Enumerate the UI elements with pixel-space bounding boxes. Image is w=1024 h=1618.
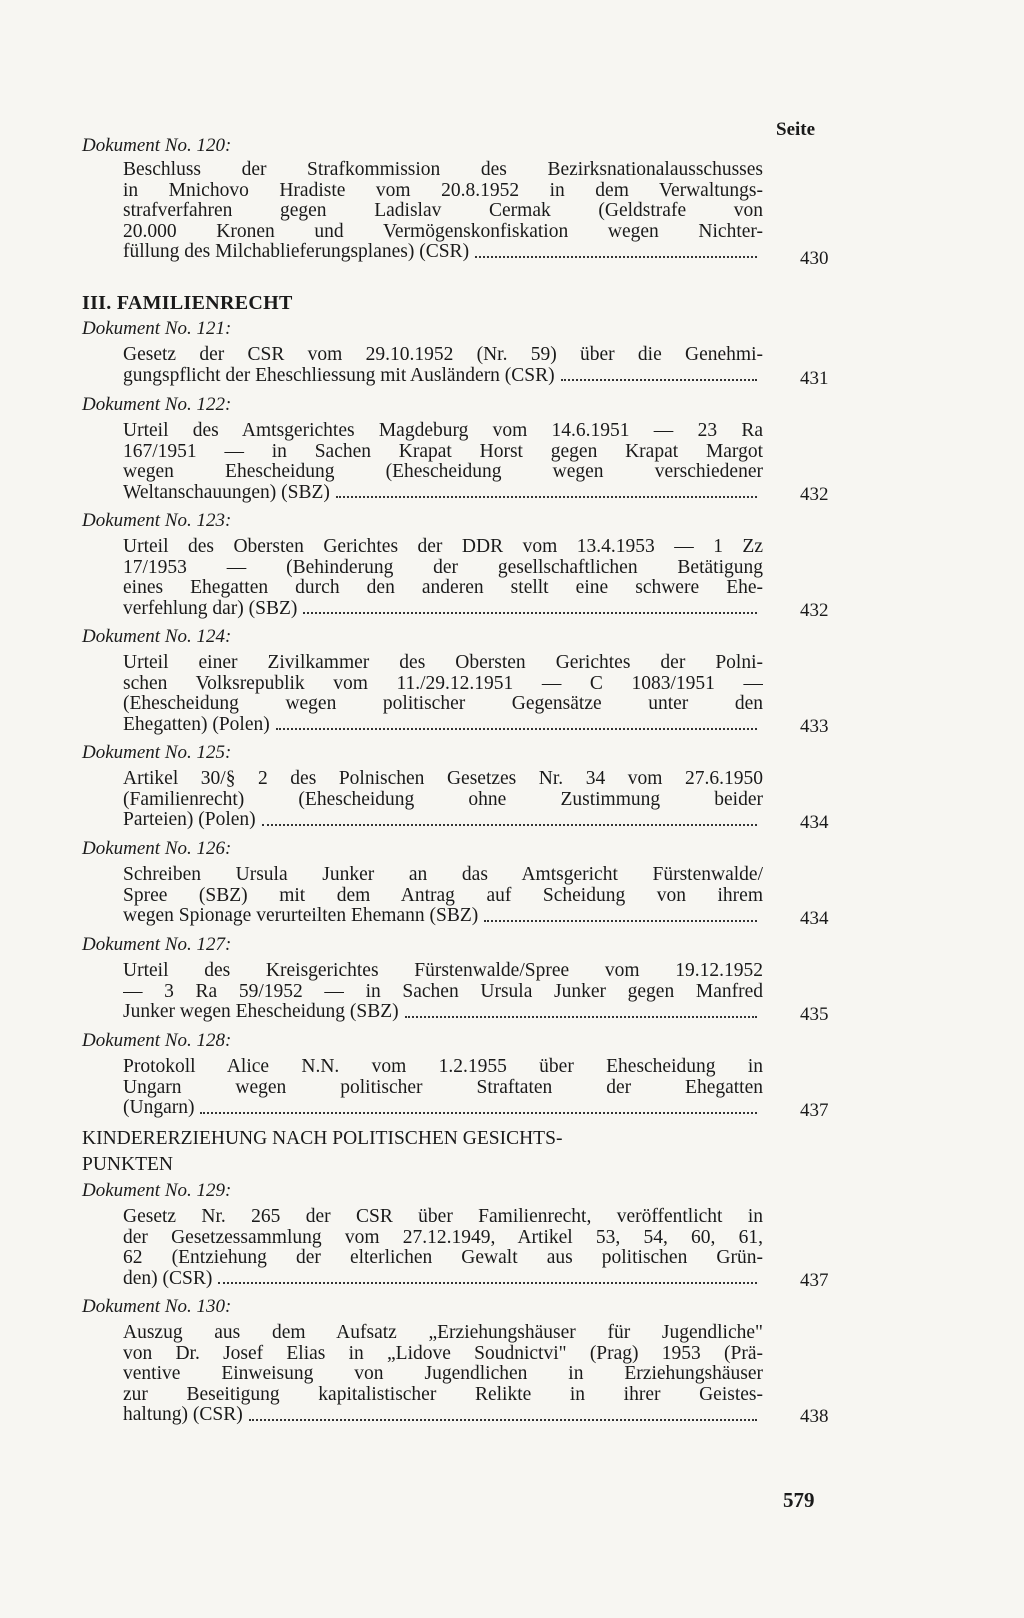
entry-line: Weltanschauungen) (SBZ) — [123, 482, 330, 503]
page-number: 579 — [783, 1488, 815, 1512]
entry-124 — [123, 653, 763, 735]
entry-130 — [123, 1323, 763, 1426]
document-label-127: Dokument No. 127: — [82, 934, 232, 955]
section-title-familienrecht: III. FAMILIENRECHT — [82, 292, 293, 314]
entry-line: Protokoll Alice N.N. vom 1.2.1955 über Ehescheidung in — [123, 1057, 763, 1077]
entry-line: Urteil des Kreisgerichtes Fürstenwalde/Spree vom 19.12.1952 — [123, 961, 763, 981]
leader-dots — [200, 1098, 757, 1114]
leader-dots — [336, 483, 757, 499]
document-label-125: Dokument No. 125: — [82, 742, 232, 763]
leader-dots — [218, 1269, 757, 1285]
entry-line-last — [123, 810, 763, 831]
document-label-129: Dokument No. 129: — [82, 1180, 232, 1201]
entry-line: der Gesetzessammlung vom 27.12.1949, Artikel 53, 54, 60, 61, — [123, 1227, 763, 1248]
leader-dots — [484, 906, 757, 922]
entry-line: schen Volksrepublik vom 11./29.12.1951 — C 1083/1951 — — [123, 673, 763, 694]
page-ref-127: 435 — [800, 1004, 829, 1025]
entry-line: gungspflicht der Eheschliessung mit Ausländern (CSR) — [123, 365, 555, 386]
entry-line: (Familienrecht) (Ehescheidung ohne Zustimmung beider — [123, 789, 763, 810]
entry-line: wegen Spionage verurteilten Ehemann (SBZ) — [123, 906, 479, 926]
entry-line: Ehegatten) (Polen) — [123, 714, 270, 735]
document-label-130: Dokument No. 130: — [82, 1296, 232, 1317]
entry-line: Beschluss der Strafkommission des Bezirksnationalausschusses — [123, 160, 763, 180]
entry-line: Artikel 30/§ 2 des Polnischen Gesetzes Nr. 34 vom 27.6.1950 — [123, 769, 763, 789]
entry-line: haltung) (CSR) — [123, 1405, 243, 1425]
page-ref-123: 432 — [800, 600, 829, 621]
seite-column-header: Seite — [776, 119, 816, 140]
entry-line-last — [123, 1269, 763, 1290]
entry-line: Junker wegen Ehescheidung (SBZ) — [123, 1002, 399, 1022]
entry-line-last — [123, 242, 763, 263]
entry-line-last — [123, 599, 763, 620]
entry-127 — [123, 961, 763, 1023]
entry-line: 17/1953 — (Behinderung der gesellschaftlichen Betätigung — [123, 557, 763, 578]
entry-line-last — [123, 366, 763, 387]
entry-line: in Mnichovo Hradiste vom 20.8.1952 in dem Verwaltungs- — [123, 180, 763, 201]
entry-line-last — [123, 906, 763, 927]
entry-line-last — [123, 1098, 763, 1119]
entry-line: Parteien) (Polen) — [123, 810, 256, 830]
entry-line-last — [123, 1405, 763, 1426]
entry-line: füllung des Milchablieferungsplanes) (CSR) — [123, 242, 470, 262]
entry-line: Urteil einer Zivilkammer des Obersten Gerichtes der Polni- — [123, 653, 763, 673]
entry-line: Spree (SBZ) mit dem Antrag auf Scheidung von ihrem — [123, 885, 763, 906]
entry-line: Urteil des Amtsgerichtes Magdeburg vom 14.6.1951 — 23 Ra — [123, 421, 763, 441]
entry-126 — [123, 865, 763, 927]
entry-120 — [123, 160, 763, 263]
entry-line: von Dr. Josef Elias in „Lidove Soudnictvi" (Prag) 1953 (Prä- — [123, 1343, 763, 1364]
page-ref-125: 434 — [800, 812, 829, 833]
entry-line-last — [123, 715, 763, 736]
leader-dots — [405, 1002, 757, 1018]
entry-line: (Ungarn) — [123, 1098, 195, 1118]
page-ref-124: 433 — [800, 716, 829, 737]
entry-line: Gesetz der CSR vom 29.10.1952 (Nr. 59) über die Genehmi- — [123, 345, 763, 365]
entry-line: Schreiben Ursula Junker an das Amtsgericht Fürstenwalde/ — [123, 865, 763, 885]
entry-line: ventive Einweisung von Jugendlichen in Erziehungshäuser — [123, 1364, 763, 1384]
entry-line-last — [123, 483, 763, 504]
subheading-line: KINDERERZIEHUNG NACH POLITISCHEN GESICHTS- — [82, 1128, 563, 1149]
entry-121 — [123, 345, 763, 386]
entry-line: eines Ehegatten durch den anderen stellt eine schwere Ehe- — [123, 578, 763, 598]
page-ref-120: 430 — [800, 248, 829, 269]
entry-129 — [123, 1207, 763, 1289]
entry-line-last — [123, 1002, 763, 1023]
entry-122 — [123, 421, 763, 503]
leader-dots — [561, 366, 757, 382]
page-ref-122: 432 — [800, 484, 829, 505]
entry-line: Gesetz Nr. 265 der CSR über Familienrecht, veröffentlicht in — [123, 1207, 763, 1227]
document-label-122: Dokument No. 122: — [82, 394, 232, 415]
leader-dots — [303, 599, 757, 615]
subheading-kindererziehung — [82, 1126, 702, 1178]
page-ref-130: 438 — [800, 1406, 829, 1427]
entry-line: verfehlung dar) (SBZ) — [123, 598, 298, 619]
leader-dots — [262, 810, 757, 826]
document-label-121: Dokument No. 121: — [82, 318, 232, 339]
leader-dots — [249, 1405, 757, 1421]
document-label-128: Dokument No. 128: — [82, 1030, 232, 1051]
document-label-126: Dokument No. 126: — [82, 838, 232, 859]
page-ref-121: 431 — [800, 368, 829, 389]
subheading-line: PUNKTEN — [82, 1154, 173, 1175]
entry-123 — [123, 537, 763, 619]
entry-line: den) (CSR) — [123, 1268, 213, 1289]
entry-128 — [123, 1057, 763, 1119]
entry-line: Urteil des Obersten Gerichtes der DDR vom 13.4.1953 — 1 Zz — [123, 537, 763, 557]
document-label-120: Dokument No. 120: — [82, 135, 232, 156]
entry-line: — 3 Ra 59/1952 — in Sachen Ursula Junker gegen Manfred — [123, 981, 763, 1002]
page-ref-126: 434 — [800, 908, 829, 929]
entry-line: Auszug aus dem Aufsatz „Erziehungshäuser für Jugendliche" — [123, 1323, 763, 1343]
entry-line: Ungarn wegen politischer Straftaten der Ehegatten — [123, 1077, 763, 1098]
entry-125 — [123, 769, 763, 831]
entry-line: zur Beseitigung kapitalistischer Relikte in ihrer Geistes- — [123, 1384, 763, 1405]
leader-dots — [475, 242, 757, 258]
leader-dots — [276, 715, 757, 731]
page-ref-128: 437 — [800, 1100, 829, 1121]
entry-line: strafverfahren gegen Ladislav Cermak (Geldstrafe von — [123, 201, 763, 221]
document-label-124: Dokument No. 124: — [82, 626, 232, 647]
entry-line: 62 (Entziehung der elterlichen Gewalt aus politischen Grün- — [123, 1248, 763, 1268]
entry-line: 20.000 Kronen und Vermögenskonfiskation wegen Nichter- — [123, 221, 763, 242]
entry-line: (Ehescheidung wegen politischer Gegensätze unter den — [123, 694, 763, 714]
page-ref-129: 437 — [800, 1270, 829, 1291]
entry-line: wegen Ehescheidung (Ehescheidung wegen verschiedener — [123, 462, 763, 482]
entry-line: 167/1951 — in Sachen Krapat Horst gegen Krapat Margot — [123, 441, 763, 462]
document-label-123: Dokument No. 123: — [82, 510, 232, 531]
